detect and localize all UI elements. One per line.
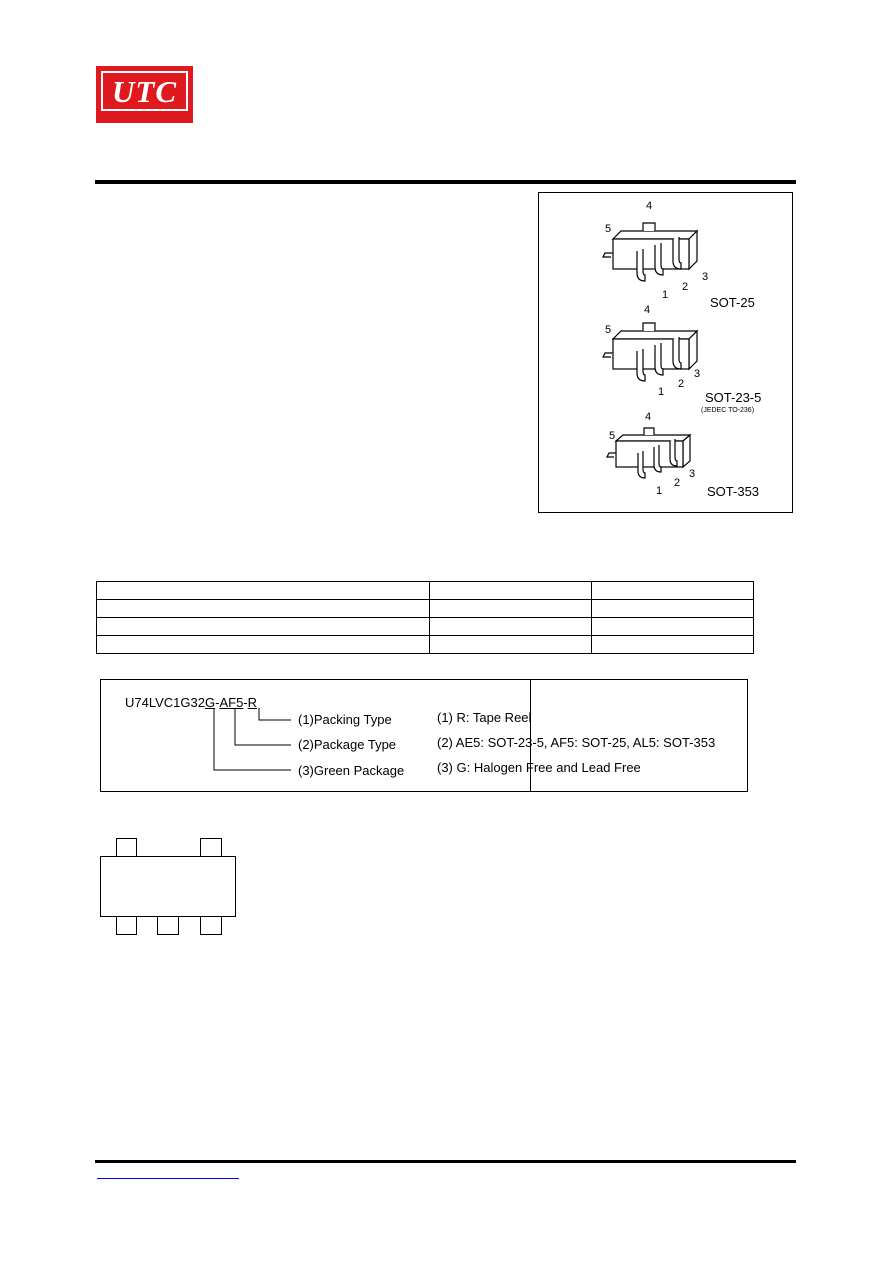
part-separator: - xyxy=(215,695,220,710)
packing-type-description: (1) R: Tape Reel xyxy=(437,710,532,725)
utc-logo-frame xyxy=(101,71,188,111)
packing-type-label: (1)Packing Type xyxy=(298,712,392,727)
table-cell xyxy=(592,636,754,654)
sot-23-5-pin-2-label: 2 xyxy=(678,378,685,390)
package-body xyxy=(100,856,236,917)
ordering-info-table xyxy=(96,581,754,654)
table-cell xyxy=(97,582,430,600)
sot-23-5-name: SOT-23-5 xyxy=(705,390,762,405)
pin-pad xyxy=(200,916,222,935)
footer-link-underline[interactable] xyxy=(97,1178,239,1179)
sot-25-pin-5-label: 5 xyxy=(605,223,612,235)
package-type-description: (2) AE5: SOT-23-5, AF5: SOT-25, AL5: SOT-353 xyxy=(437,735,716,750)
package-type-label: (2)Package Type xyxy=(298,737,397,752)
sot-353-pin-4-label: 4 xyxy=(645,411,652,423)
green-package-label: (3)Green Package xyxy=(298,763,405,778)
sot-25-name: SOT-25 xyxy=(710,295,755,310)
table-cell xyxy=(97,636,430,654)
green-package-description: (3) G: Halogen Free and Lead Free xyxy=(437,760,641,775)
utc-logo xyxy=(96,66,193,123)
footer-rule xyxy=(95,1160,796,1163)
sot-353-pin-3-label: 3 xyxy=(689,468,696,480)
part-green-code: G xyxy=(204,695,216,710)
sot-353-name: SOT-353 xyxy=(707,484,760,499)
sot-353-pin-2-label: 2 xyxy=(674,477,681,489)
sot-23-5-pin-3-label: 3 xyxy=(694,368,701,380)
sot-25-pin-4-label: 4 xyxy=(646,200,653,212)
part-separator: - xyxy=(243,695,248,710)
sot-23-5-drawing xyxy=(599,311,709,391)
part-base: U74LVC1G32 xyxy=(125,695,205,710)
sot-25-pin-1-label: 1 xyxy=(662,289,669,301)
header-rule xyxy=(95,180,796,184)
utc-logo-text: UTC xyxy=(112,73,177,109)
pin-configuration-outline xyxy=(100,838,236,936)
table-row xyxy=(97,636,754,654)
sot-23-5-subtitle: (JEDEC TO-236) xyxy=(701,407,755,414)
pin-pad xyxy=(116,838,137,857)
pin-pad xyxy=(116,916,137,935)
sot-25-pin-3-label: 3 xyxy=(702,271,709,283)
table-cell xyxy=(430,636,592,654)
part-number-box xyxy=(100,679,748,792)
sot-23-5-pin-1-label: 1 xyxy=(658,386,665,398)
sot-353-pin-1-label: 1 xyxy=(656,485,663,497)
part-package-code: AF5 xyxy=(219,695,244,710)
table-cell xyxy=(592,600,754,618)
table-row xyxy=(97,582,754,600)
sot-25-pin-2-label: 2 xyxy=(682,281,689,293)
pin-pad xyxy=(157,916,179,935)
table-cell xyxy=(97,600,430,618)
sot-23-5-pin-5-label: 5 xyxy=(605,324,612,336)
sot-23-5-pin-4-label: 4 xyxy=(644,304,651,316)
pin-pad xyxy=(200,838,222,857)
table-cell xyxy=(430,582,592,600)
table-cell xyxy=(430,618,592,636)
table-row xyxy=(97,618,754,636)
table-row xyxy=(97,600,754,618)
table-cell xyxy=(592,582,754,600)
package-outline-box xyxy=(538,192,793,513)
table-cell xyxy=(592,618,754,636)
table-cell xyxy=(430,600,592,618)
sot-353-pin-5-label: 5 xyxy=(609,430,616,442)
part-packing-code: R xyxy=(247,695,258,710)
table-cell xyxy=(97,618,430,636)
sot-25-drawing xyxy=(599,211,709,291)
